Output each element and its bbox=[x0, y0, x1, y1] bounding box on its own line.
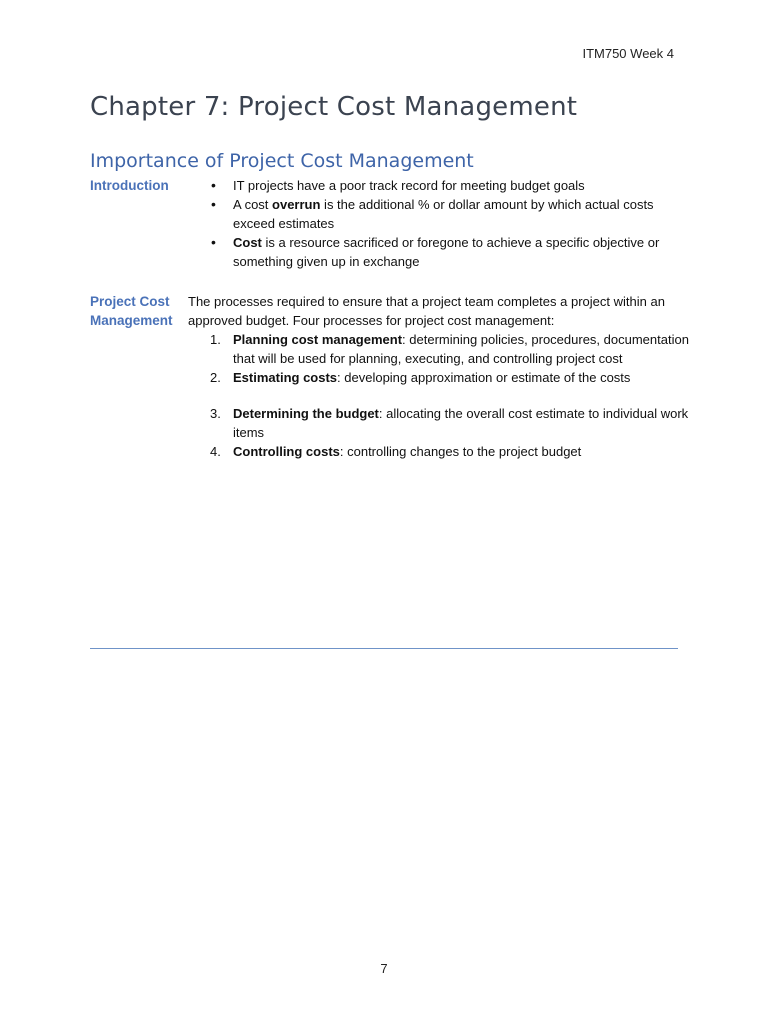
introduction-label: Introduction bbox=[90, 178, 169, 193]
list-item: 4. Controlling costs: controlling changes to the project budget bbox=[210, 444, 582, 459]
footnote-divider bbox=[90, 648, 678, 649]
introduction-bullet-list bbox=[209, 176, 689, 271]
bullet-icon: • bbox=[211, 196, 216, 212]
list-item: • A cost overrun is the additional % or dollar amount by which actual costs exceed estimates bbox=[211, 196, 654, 231]
project-cost-management-label: Project Cost Management bbox=[90, 294, 173, 328]
section-heading: Importance of Project Cost Management bbox=[90, 150, 474, 172]
list-item: 2. Estimating costs: developing approximation or estimate of the costs bbox=[210, 370, 631, 385]
page-number: 7 bbox=[380, 961, 388, 976]
bullet-icon: • bbox=[211, 177, 216, 193]
project-cost-management-intro: The processes required to ensure that a project team completes a project within an approved budget. Four processes for project cost management: bbox=[188, 294, 665, 328]
list-item: 3. Determining the budget: allocating the overall cost estimate to individual work items bbox=[210, 406, 689, 440]
list-item: 1. Planning cost management: determining policies, procedures, documentation that will be used for planning, executing, and controlling project cost bbox=[210, 332, 689, 366]
page-header: ITM750 Week 4 bbox=[582, 46, 674, 61]
chapter-title: Chapter 7: Project Cost Management bbox=[90, 92, 578, 122]
bullet-icon: • bbox=[211, 234, 216, 250]
project-cost-management-content bbox=[188, 292, 700, 461]
list-item: • IT projects have a poor track record for meeting budget goals bbox=[211, 177, 585, 193]
list-item: • Cost is a resource sacrificed or foregone to achieve a specific objective or something given up in exchange bbox=[211, 234, 660, 269]
process-list bbox=[188, 330, 700, 461]
introduction-content bbox=[209, 176, 689, 271]
